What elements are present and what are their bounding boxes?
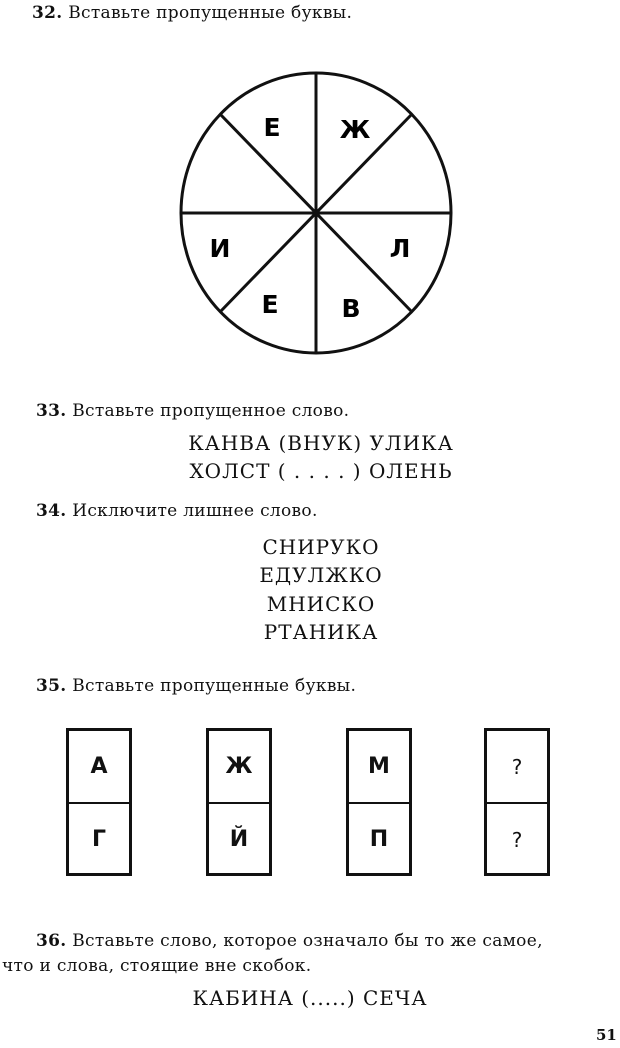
task-34-number: 34. <box>36 501 67 521</box>
task-33-line-1: КАНВА (ВНУК) УЛИКА <box>188 431 454 455</box>
task-33-heading <box>36 401 349 421</box>
task-34-word: ЕДУЛЖКО <box>259 563 383 587</box>
task-33-line-2: ХОЛСТ ( . . . . ) ОЛЕНЬ <box>189 459 453 483</box>
card-top-letter: А <box>69 731 129 804</box>
card-bottom-letter: П <box>369 827 389 852</box>
task-33-text: Вставьте пропущенное слово. <box>72 401 350 421</box>
task-35-text: Вставьте пропущенные буквы. <box>72 676 357 696</box>
task-36-text-line-2: что и слова, стоящие вне скобок. <box>2 956 312 976</box>
letter-wheel <box>178 70 454 356</box>
task-35-heading <box>36 676 356 696</box>
page-number: 51 <box>596 1026 617 1044</box>
wheel-letter: В <box>341 294 361 323</box>
task-33-number: 33. <box>36 401 67 421</box>
wheel-letter: Е <box>261 290 279 319</box>
letter-card <box>484 728 550 876</box>
card-bottom-letter: Г <box>91 827 107 852</box>
card-top-letter: М <box>349 731 409 804</box>
card-bottom-letter: ? <box>511 827 523 852</box>
card-top-letter: ? <box>487 731 547 804</box>
task-36-number: 36. <box>36 931 67 951</box>
task-34-text: Исключите лишнее слово. <box>72 501 318 521</box>
wheel-letter: И <box>209 234 231 263</box>
task-36-heading <box>36 931 543 951</box>
card-bottom-letter: Й <box>229 827 249 852</box>
wheel-letter: Е <box>263 113 281 142</box>
task-36-line: КАБИНА (.....) СЕЧА <box>192 986 428 1010</box>
wheel-letter: Ж <box>339 115 371 144</box>
task-34-heading <box>36 501 318 521</box>
letter-card <box>206 728 272 876</box>
task-36-text-line-1: Вставьте слово, которое означало бы то же самое, <box>72 931 543 951</box>
letter-card <box>346 728 412 876</box>
task-32-text: Вставьте пропущенные буквы. <box>68 3 353 23</box>
task-34-word: РТАНИКА <box>263 620 379 644</box>
task-34-word: СНИРУКО <box>262 535 380 559</box>
letter-card <box>66 728 132 876</box>
task-32-number: 32. <box>32 3 63 23</box>
card-top-letter: Ж <box>209 731 269 804</box>
task-35-number: 35. <box>36 676 67 696</box>
wheel-letter: Л <box>389 234 411 263</box>
task-32-heading <box>32 3 352 23</box>
task-34-word: МНИСКО <box>266 592 376 616</box>
